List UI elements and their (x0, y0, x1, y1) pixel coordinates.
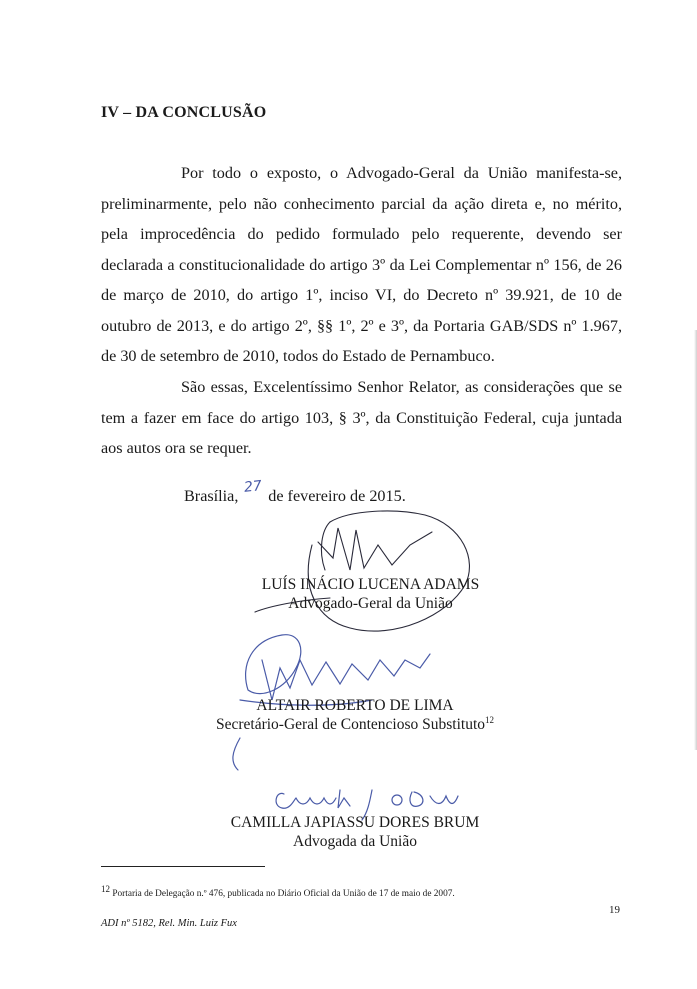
signatory-role-camilla: Advogada da União (293, 833, 417, 850)
signature-adams-icon (255, 511, 469, 631)
signatory-name-camilla: CAMILLA JAPIASSU DORES BRUM (230, 814, 480, 831)
date-city: Brasília, (184, 487, 239, 505)
signatory-name-altair: ALTAIR ROBERTO DE LIMA (256, 697, 454, 714)
closing-paragraph: São essas, Excelentíssimo Senhor Relator, as considerações que se tem a fazer em face do artigo 103, § 3º, da Constituição Federal, cuja juntada aos autos ora se requer. (101, 378, 622, 457)
footnote-divider (101, 866, 265, 867)
date-line (184, 478, 406, 506)
signatory-role-text: Secretário-Geral de Contencioso Substituto (215, 716, 486, 733)
signatory-role-altair (190, 716, 520, 734)
handwritten-day: 27 (243, 478, 264, 496)
date-rest: de fevereiro de 2015. (268, 487, 406, 505)
signatory-role-adams: Advogado-Geral da União (288, 595, 453, 612)
footnote-ref-marker[interactable]: 12 (485, 714, 495, 725)
running-footer: ADI nº 5182, Rel. Min. Luiz Fux (101, 918, 237, 929)
signatory-name-adams: LUÍS INÁCIO LUCENA ADAMS (261, 576, 480, 593)
footnote (101, 884, 455, 900)
section-heading: IV – DA CONCLUSÃO (101, 104, 267, 121)
footnote-number: 12 (101, 884, 110, 894)
page-number: 19 (609, 904, 620, 916)
conclusion-paragraph: Por todo o exposto, o Advogado-Geral da União manifesta-se, preliminarmente, pelo não conhecimento parcial da ação direta e, no mérito, pela improcedência do pedido formulado pelo requerente, devendo ser declarada a constitucionalidade do artigo 3º da Lei Complementar nº 156, de 26 de março de 2010, do artigo 1º, inciso VI, do Decreto nº 39.921, de 10 de outubro de 2013, e do artigo 2º, §§ 1º, 2º e 3º, da Portaria GAB/SDS nº 1.967, de 30 de setembro de 2010, todos do Estado de Pernambuco. (101, 164, 622, 365)
footnote-text: Portaria de Delegação n.º 476, publicada no Diário Oficial da União de 17 de maio de 2007. (112, 889, 455, 900)
